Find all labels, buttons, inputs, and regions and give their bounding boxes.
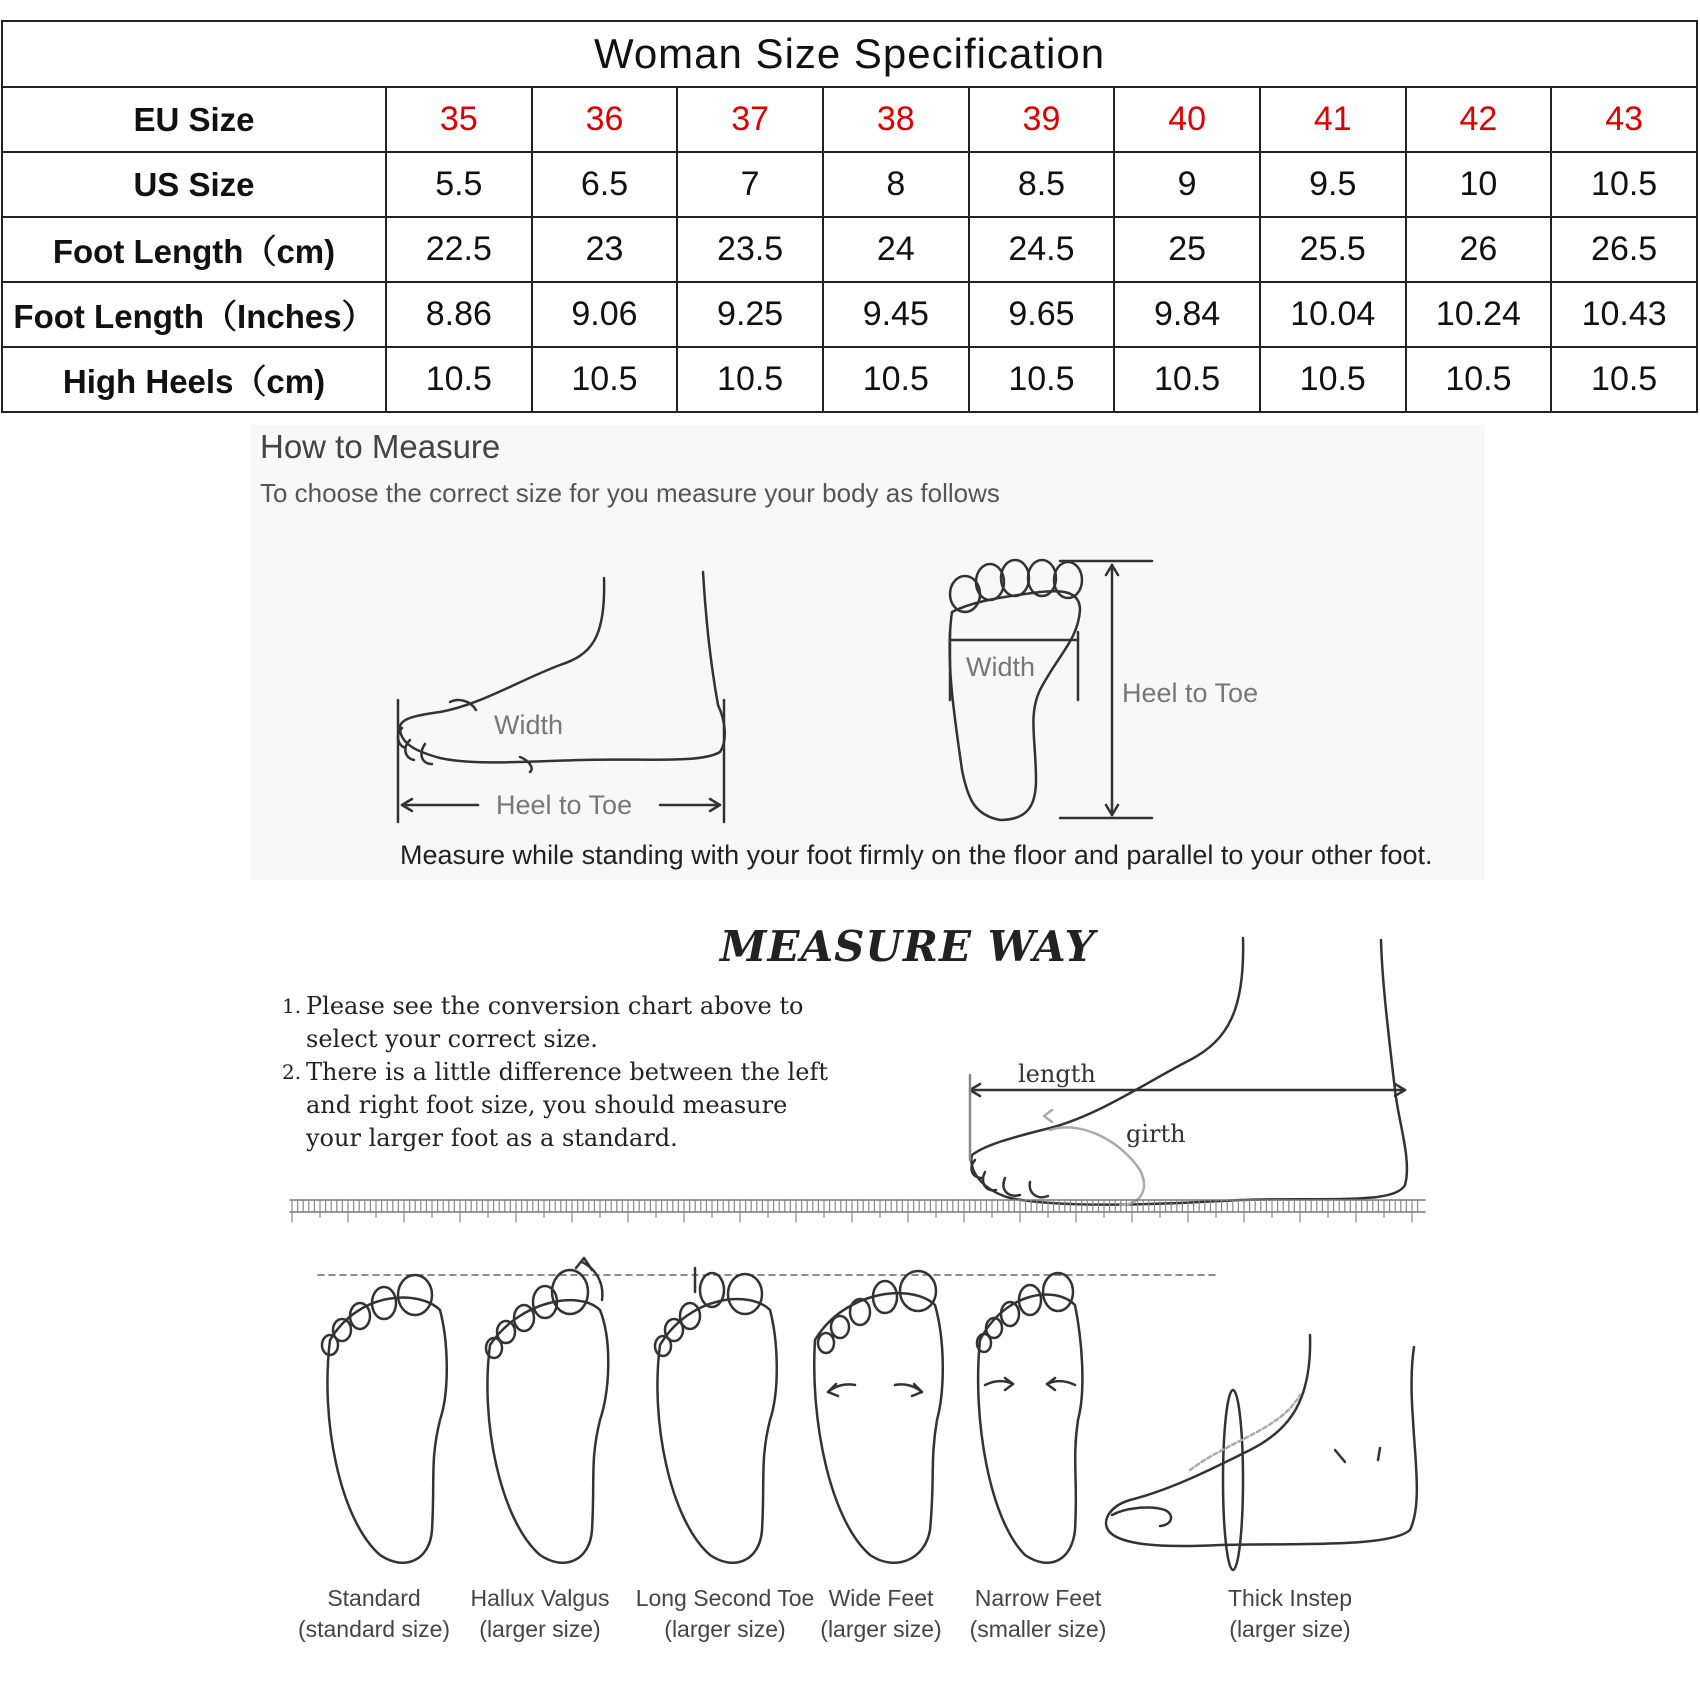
table-cell: 8.5 [969, 152, 1115, 217]
eu-size-cell: 42 [1406, 87, 1552, 152]
top-width-label: Width [966, 652, 1036, 682]
table-cell: 9.84 [1114, 282, 1260, 347]
measure-way-title: MEASURE WAY [720, 922, 1096, 971]
how-to-measure-subtitle: To choose the correct size for you measure your body as follows [260, 478, 1000, 508]
table-cell: 9.06 [532, 282, 678, 347]
eu-size-cell: 38 [823, 87, 969, 152]
table-cell: 24.5 [969, 217, 1115, 282]
step-number: 2. [282, 1060, 302, 1084]
table-cell: 9.65 [969, 282, 1115, 347]
step-item [282, 1056, 842, 1155]
table-cell: 10.5 [969, 347, 1115, 412]
eu-size-cell: 36 [532, 87, 678, 152]
foot-type-note: (standard size) [297, 1616, 451, 1642]
hallux-valgus-foot-icon [486, 1258, 608, 1563]
table-cell: 10.5 [1114, 347, 1260, 412]
foot-type-name: Standard [327, 1585, 421, 1611]
row-label: Foot Length（cm) [2, 217, 386, 282]
table-cell: 8.86 [386, 282, 532, 347]
table-cell: 10.5 [1551, 347, 1697, 412]
table-cell: 10.04 [1260, 282, 1406, 347]
side-view-foot-icon [398, 572, 725, 822]
top-heel-to-toe-arrow-icon [1106, 565, 1118, 815]
length-label: length [1018, 1060, 1096, 1088]
table-cell: 9.45 [823, 282, 969, 347]
foot-type-name: Wide Feet [828, 1585, 934, 1611]
table-cell: 10.5 [823, 347, 969, 412]
table-cell: 26.5 [1551, 217, 1697, 282]
table-cell: 26 [1406, 217, 1552, 282]
row-label: Foot Length（Inches） [2, 282, 386, 347]
foot-type-name: Hallux Valgus [470, 1585, 610, 1611]
table-cell: 10.43 [1551, 282, 1697, 347]
eu-size-cell: 40 [1114, 87, 1260, 152]
step-text: Please see the conversion chart above to select your correct size. [306, 992, 804, 1053]
foot-type-caption [943, 1583, 1133, 1645]
foot-type-note: (larger size) [820, 1616, 942, 1642]
table-cell: 8 [823, 152, 969, 217]
table-cell: 9.5 [1260, 152, 1406, 217]
table-cell: 9 [1114, 152, 1260, 217]
row-label: US Size [2, 152, 386, 217]
foot-type-caption [445, 1583, 635, 1645]
foot-type-name: Narrow Feet [974, 1585, 1102, 1611]
side-width-label: Width [494, 710, 564, 740]
table-cell: 10 [1406, 152, 1552, 217]
table-cell: 25 [1114, 217, 1260, 282]
table-cell: 10.5 [1406, 347, 1552, 412]
girth-label: girth [1126, 1120, 1186, 1148]
step-number: 1. [282, 994, 302, 1018]
table-cell: 23 [532, 217, 678, 282]
table-cell: 25.5 [1260, 217, 1406, 282]
table-cell: 9.25 [677, 282, 823, 347]
table-cell: 10.5 [386, 347, 532, 412]
how-to-measure-title: How to Measure [260, 428, 501, 465]
foot-type-note: (larger size) [479, 1616, 601, 1642]
top-heel-to-toe-label: Heel to Toe [1122, 678, 1259, 708]
table-cell: 7 [677, 152, 823, 217]
foot-type-note: (larger size) [1229, 1616, 1351, 1642]
table-cell: 22.5 [386, 217, 532, 282]
foot-type-caption [279, 1583, 469, 1645]
foot-type-caption [1195, 1583, 1385, 1645]
table-cell: 23.5 [677, 217, 823, 282]
table-cell: 10.5 [677, 347, 823, 412]
table-cell: 10.24 [1406, 282, 1552, 347]
size-table-title: Woman Size Specification [2, 21, 1697, 87]
eu-size-cell: 35 [386, 87, 532, 152]
table-cell: 10.5 [1260, 347, 1406, 412]
foot-type-name: Long Second Toe [635, 1585, 815, 1611]
table-cell: 24 [823, 217, 969, 282]
foot-type-note: (smaller size) [969, 1616, 1107, 1642]
thick-instep-foot-icon [1106, 1335, 1417, 1570]
eu-size-cell: 39 [969, 87, 1115, 152]
measure-way-steps [282, 990, 842, 1155]
foot-type-note: (larger size) [664, 1616, 786, 1642]
step-text: There is a little difference between the left and right foot size, you should measure your larger foot as a standard. [306, 1058, 828, 1152]
row-label: High Heels（cm) [2, 347, 386, 412]
measure-note: Measure while standing with your foot firmly on the floor and parallel to your other foot. [400, 840, 1433, 870]
narrow-feet-icon [977, 1273, 1082, 1563]
table-cell: 10.5 [1551, 152, 1697, 217]
eu-size-cell: 43 [1551, 87, 1697, 152]
wide-feet-icon [814, 1271, 943, 1563]
long-second-toe-foot-icon [655, 1268, 777, 1563]
standard-foot-icon [322, 1275, 447, 1563]
eu-size-cell: 37 [677, 87, 823, 152]
table-cell: 5.5 [386, 152, 532, 217]
row-label: EU Size [2, 87, 386, 152]
step-item [282, 990, 842, 1056]
table-cell: 10.5 [532, 347, 678, 412]
foot-type-name: Thick Instep [1228, 1585, 1352, 1611]
table-cell: 6.5 [532, 152, 678, 217]
eu-size-cell: 41 [1260, 87, 1406, 152]
side-heel-to-toe-label: Heel to Toe [496, 790, 633, 820]
